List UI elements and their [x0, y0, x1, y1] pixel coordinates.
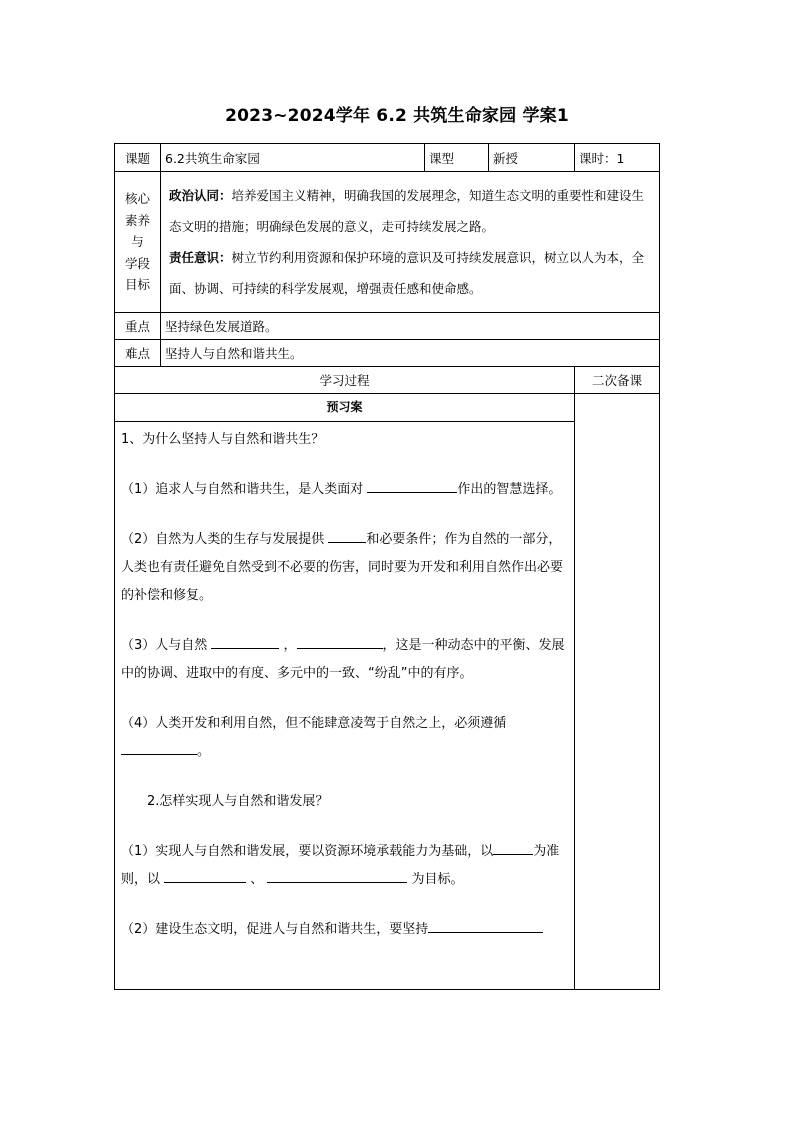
question-1-2: （2）自然为人类的生存与发展提供 和必要条件；作为自然的一部分，人类也有责任避免自然受到不必要的伤害，同时要为开发和利用自然作出必要的补偿和修复。: [121, 526, 568, 610]
preview-row: [115, 394, 660, 990]
responsibility-label: 责任意识：: [169, 250, 232, 265]
question-2-2: （2）建设生态文明，促进人与自然和谐共生，要坚持: [121, 916, 568, 944]
preview-section: [115, 394, 575, 990]
header-row: [115, 144, 660, 172]
question-1: 1、为什么坚持人与自然和谐共生？: [121, 432, 325, 447]
key-point-label: 重点: [115, 313, 161, 340]
responsibility-goal: [169, 242, 653, 304]
fill-blank[interactable]: [164, 868, 246, 883]
core-label-line: 素养: [124, 212, 150, 228]
second-preparation-label: 二次备课: [575, 367, 660, 394]
core-label-line: 核心: [124, 191, 150, 207]
core-literacy-goals: [161, 172, 660, 313]
fill-blank[interactable]: [267, 868, 407, 883]
fill-blank[interactable]: [493, 840, 533, 855]
fill-blank[interactable]: [297, 634, 383, 649]
lesson-plan-table: [114, 143, 660, 990]
topic-value: 6.2共筑生命家园: [161, 144, 425, 172]
core-literacy-label: [115, 172, 161, 313]
core-label-line: 与: [131, 234, 144, 250]
core-label-line: 学段: [124, 255, 150, 271]
question-2-1: （1）实现人与自然和谐发展，要以资源环境承载能力为基础，以 为准则，以 、 为目标。: [121, 838, 568, 894]
learning-process-label: 学习过程: [115, 367, 575, 394]
preview-title: 预习案: [115, 394, 574, 422]
question-1-3: （3）人与自然 ， ，这是一种动态中的平衡、发展中的协调、进取中的有度、多元中的一致、“纷乱”中的有序。: [121, 632, 568, 688]
question-1-4: （4）人类开发和利用自然，但不能肆意凌驾于自然之上，必须遵循。: [121, 716, 507, 759]
preview-content: [115, 422, 574, 988]
question-2: 2.怎样实现人与自然和谐发展？: [147, 794, 329, 809]
difficult-point-label: 难点: [115, 340, 161, 367]
core-label-line: 目标: [124, 277, 150, 293]
second-preparation-column: [575, 394, 660, 990]
political-identity-label: 政治认同：: [169, 188, 232, 203]
fill-blank[interactable]: [328, 528, 366, 543]
key-point-row: [115, 313, 660, 340]
political-identity-goal: [169, 180, 653, 242]
responsibility-text: 树立节约利用资源和保护环境的意识及可持续发展意识，树立以人为本，全面、协调、可持续的科学发展观，增强责任感和使命感。: [169, 250, 645, 296]
page-title: 2023~2024学年 6.2 共筑生命家园 学案1: [225, 106, 569, 126]
political-identity-text: 培养爱国主义精神，明确我国的发展理念，知道生态文明的重要性和建设生态文明的措施；明确绿色发展的意义，走可持续发展之路。: [169, 188, 645, 234]
topic-label: 课题: [115, 144, 161, 172]
fill-blank[interactable]: [121, 740, 197, 755]
core-literacy-row: [115, 172, 660, 313]
difficult-point-text: 坚持人与自然和谐共生。: [161, 340, 660, 367]
key-point-text: 坚持绿色发展道路。: [161, 313, 660, 340]
process-header-row: [115, 367, 660, 394]
fill-blank[interactable]: [367, 478, 457, 493]
fill-blank[interactable]: [428, 918, 543, 933]
class-hours: 课时：1: [575, 144, 660, 172]
type-value: 新授: [489, 144, 575, 172]
fill-blank[interactable]: [211, 634, 279, 649]
question-1-1: （1）追求人与自然和谐共生，是人类面对 作出的智慧选择。: [121, 476, 568, 504]
type-label: 课型: [425, 144, 489, 172]
difficult-point-row: [115, 340, 660, 367]
